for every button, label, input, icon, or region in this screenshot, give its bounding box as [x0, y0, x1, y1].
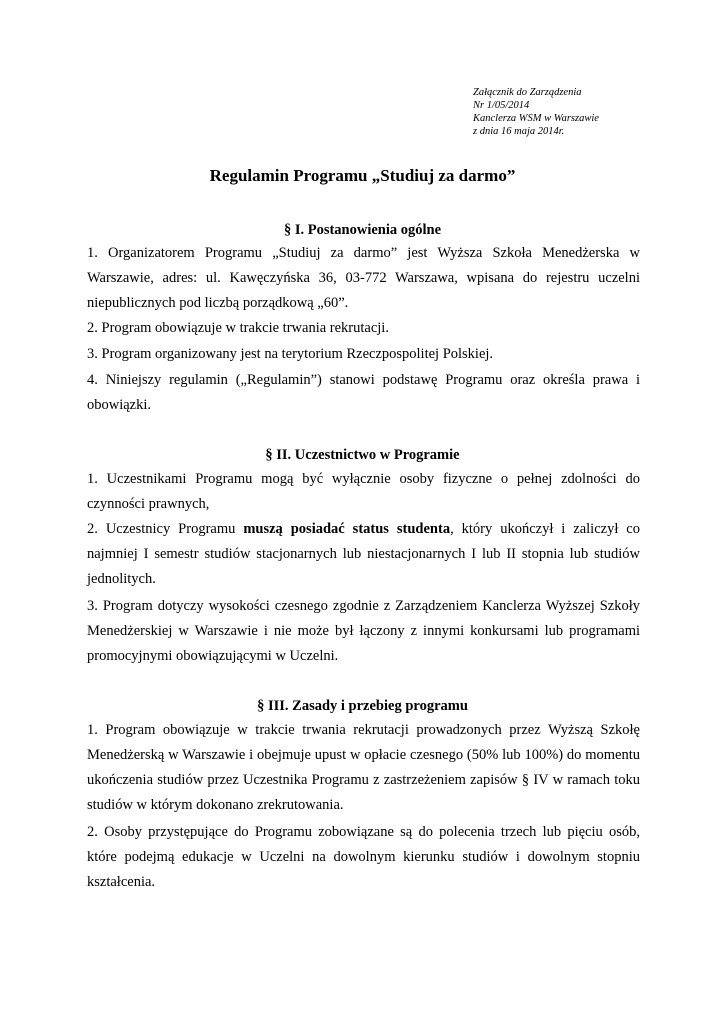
section-3-paragraph-2: 2. Osoby przystępujące do Programu zobowiązane są do polecenia trzech lub pięciu osób, które podejmą edukacje w Uczelni na dowolnym kierunku studiów i dowolnym stopniu kształcenia. — [87, 824, 640, 890]
section-2-heading: § II. Uczestnictwo w Programie — [265, 447, 460, 463]
section-1-paragraph-3: 3. Program organizowany jest na terytorium Rzeczpospolitej Polskiej. — [87, 346, 494, 362]
section-1-paragraph-1: 1. Organizatorem Programu „Studiuj za darmo” jest Wyższa Szkoła Menedżerska w Warszawie, adres: ul. Kawęczyńska 36, 03-772 Warszawa, wpisana do rejestru uczelni niepublicznych pod liczbą porządkową „60”. — [87, 245, 640, 311]
paragraph-text: , który ukończył i zaliczył co najmniej I semestr studiów stacjonarnych lub niestacjonarnych I lub II stopnia lub studiów jednolitych. — [87, 521, 640, 587]
emphasis-text: muszą posiadać status studenta — [243, 521, 451, 537]
annex-line: Nr 1/05/2014 — [473, 100, 530, 111]
annex-line: Załącznik do Zarządzenia — [473, 87, 582, 98]
document-title: Regulamin Programu „Studiuj za darmo” — [209, 166, 516, 185]
section-2-paragraph-1: 1. Uczestnikami Programu mogą być wyłącznie osoby fizyczne o pełnej zdolności do czynności prawnych, — [87, 471, 640, 512]
section-1-paragraph-2: 2. Program obowiązuje w trakcie trwania rekrutacji. — [87, 320, 389, 336]
section-1-heading: § I. Postanowienia ogólne — [283, 222, 442, 238]
annex-line: Kanclerza WSM w Warszawie — [473, 113, 599, 124]
section-2-paragraph-2 — [87, 517, 640, 592]
section-1-paragraph-4: 4. Niniejszy regulamin („Regulamin”) stanowi podstawę Programu oraz określa prawa i obowiązki. — [87, 372, 640, 413]
annex-line: z dnia 16 maja 2014r. — [473, 126, 565, 137]
section-3-paragraph-1: 1. Program obowiązuje w trakcie trwania rekrutacji prowadzonych przez Wyższą Szkołę Menedżerską w Warszawie i obejmuje upust w opłacie czesnego (50% lub 100%) do momentu ukończenia studiów przez Uczestnika Programu z zastrzeżeniem zapisów § IV w ramach toku studiów w którym dokonano zrekrutowania. — [87, 722, 640, 813]
section-2-paragraph-3: 3. Program dotyczy wysokości czesnego zgodnie z Zarządzeniem Kanclerza Wyższej Szkoły Menedżerskiej w Warszawie i nie może był łączony z innymi konkursami lub programami promocyjnymi obowiązującymi w Uczelni. — [87, 598, 640, 664]
section-3-heading: § III. Zasady i przebieg programu — [257, 698, 468, 714]
annex-note — [473, 86, 599, 138]
paragraph-text: 2. Uczestnicy Programu — [87, 521, 244, 537]
